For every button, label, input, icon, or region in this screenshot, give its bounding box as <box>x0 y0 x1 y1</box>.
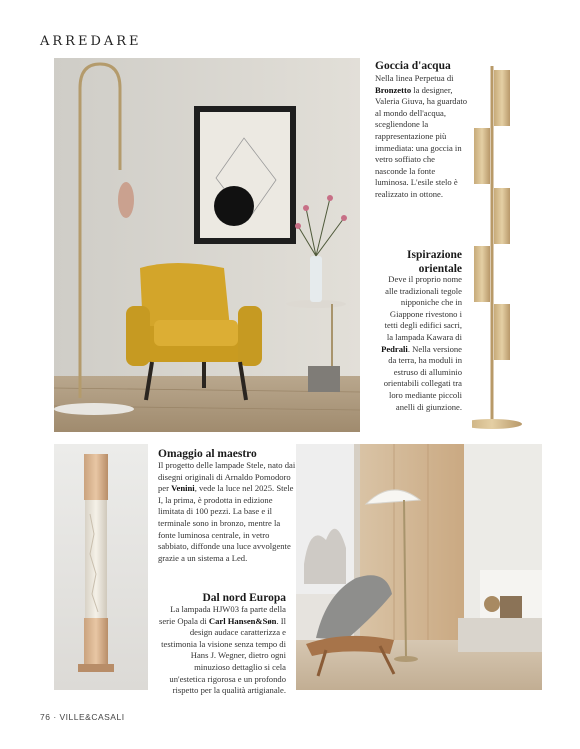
page-footer: 76 · VILLE&CASALI <box>40 712 125 722</box>
photo-stele-lamp <box>54 444 148 690</box>
article-body-ispirazione: Deve il proprio nome alle tradizionali tegole nipponiche che in Giappone rivestono i tetti degli edifici sacri, la lampada Kawara di Pedrali. Nella versione da terra, ha moduli in estruso di alluminio orientabili collegati tra loro mediante piccoli anelli di giunzione. <box>381 274 462 412</box>
photo-kawara-lamp <box>472 60 532 432</box>
photo-goccia-lamp-room <box>54 58 360 432</box>
photo-opala-lamp-room <box>296 444 542 690</box>
brand-bronzetto: Bronzetto <box>375 84 412 95</box>
article-title-omaggio: Omaggio al maestro <box>158 448 257 460</box>
article-title-ispirazione: Ispirazione orientale <box>407 249 462 275</box>
section-title: ARREDARE <box>40 34 142 49</box>
article-title-nord-europa: Dal nord Europa <box>202 592 286 604</box>
article-body-goccia: Nella linea Perpetua di Bronzetto la designer, Valeria Giuva, ha guardato al mondo dell'acqua, scegliendone la rappresentazione più immediata: una goccia in vetro soffiato che nasconde la fonte luminosa. L'esile stelo è realizzato in ottone. <box>375 73 468 199</box>
brand-carl-hansen: Carl Hansen&Søn <box>208 615 277 626</box>
article-body-nord-europa: La lampada HJW03 fa parte della serie Opala di Carl Hansen&Søn. Il design audace caratterizza e testimonia la visione senza tempo di Hans J. Wegner, dietro ogni minuzioso dettaglio si cela un'estetica rigorosa e un profondo rispetto per la qualità artigianale. <box>159 604 286 696</box>
article-title-goccia: Goccia d'acqua <box>375 60 451 72</box>
article-body-omaggio: Il progetto delle lampade Stele, nato dai disegni originali di Arnaldo Pomodoro per Venini, vede la luce nel 2025. Stele I, la prima, è prodotta in edizione limitata di 100 pezzi. La base e il terminale sono in bronzo, mentre la fonte luminosa centrale, in vetro sabbiato, diffonde una luce avvolgente grazie a un sistema a Led. <box>158 460 296 563</box>
brand-pedrali: Pedrali <box>381 343 408 354</box>
brand-venini: Venini <box>171 483 195 494</box>
